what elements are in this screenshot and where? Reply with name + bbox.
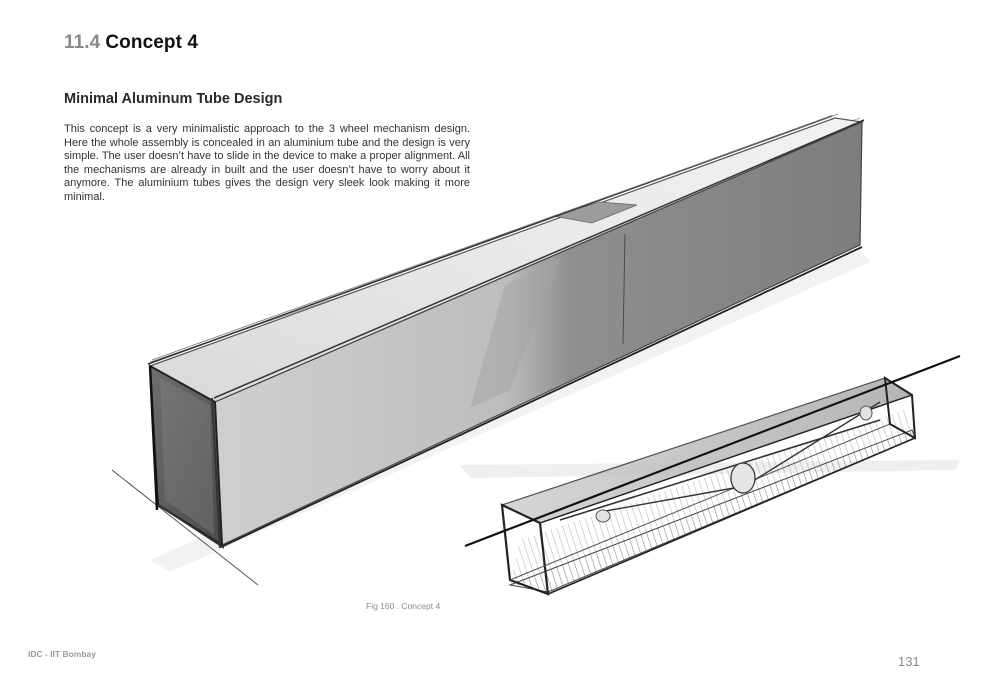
subtitle: Minimal Aluminum Tube Design [64, 91, 283, 107]
section-title: Concept 4 [105, 32, 199, 53]
page-number: 131 [898, 654, 920, 669]
body-paragraph: This concept is a very minimalistic approach to the 3 wheel mechanism design. Here the whole assembly is concealed in an aluminium tube and the design is very simple. The user doesn’t have to slide in the device to make a proper alignment. All the mechanisms are already in built and the user doesn’t have to worry about it anymore. The aluminium tubes gives the design very sleek look making it more minimal. [64, 123, 470, 203]
section-number: 11.4 [64, 32, 101, 53]
figure-caption: Fig 160 . Concept 4 [366, 601, 441, 611]
aluminium-tube-sketch [112, 114, 870, 585]
footer-institution: IDC - IIT Bombay [28, 649, 97, 659]
